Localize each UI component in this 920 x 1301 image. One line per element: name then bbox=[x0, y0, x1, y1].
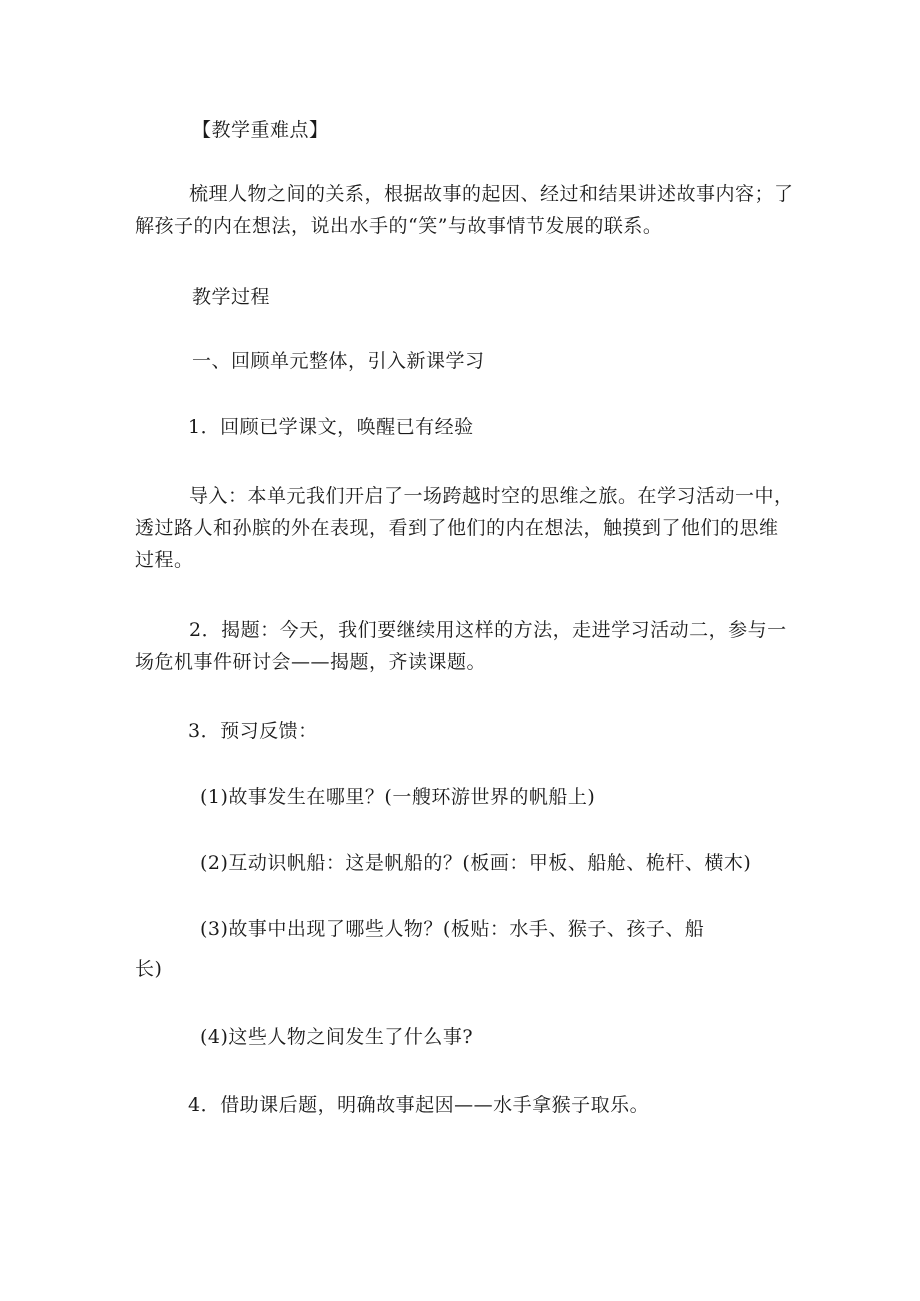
heading-key-points: 【教学重难点】 bbox=[192, 119, 329, 141]
section-1-heading: 一、回顾单元整体，引入新课学习 bbox=[192, 350, 485, 372]
intro-paragraph: 导入：本单元我们开启了一场跨越时空的思维之旅。在学习活动一中，透过路人和孙膑的外在表现，看到了他们的内在想法，触摸到了他们的思维过程。 bbox=[135, 485, 794, 571]
key-points-paragraph: 梳理人物之间的关系，根据故事的起因、经过和结果讲述故事内容；了解孩子的内在想法，说出水手的“笑”与故事情节发展的联系。 bbox=[135, 183, 794, 237]
question-1: (1)故事发生在哪里？(一艘环游世界的帆船上) bbox=[200, 786, 596, 808]
question-4: (4)这些人物之间发生了什么事? bbox=[200, 1026, 474, 1048]
item-1: 1．回顾已学课文，唤醒已有经验 bbox=[188, 416, 474, 438]
question-2: (2)互动识帆船：这是帆船的？(板画：甲板、船舱、桅杆、横木) bbox=[200, 852, 752, 874]
item-4: 4．借助课后题，明确故事起因——水手拿猴子取乐。 bbox=[188, 1094, 650, 1116]
item-2-paragraph: 2．揭题：今天，我们要继续用这样的方法，走进学习活动二，参与一场危机事件研讨会——揭题，齐读课题。 bbox=[135, 619, 787, 673]
question-3-line-1: (3)故事中出现了哪些人物？(板贴：水手、猴子、孩子、船 bbox=[200, 918, 705, 940]
question-3-line-2: 长) bbox=[135, 958, 163, 980]
process-heading: 教学过程 bbox=[192, 286, 271, 308]
item-3: 3．预习反馈： bbox=[188, 720, 318, 742]
